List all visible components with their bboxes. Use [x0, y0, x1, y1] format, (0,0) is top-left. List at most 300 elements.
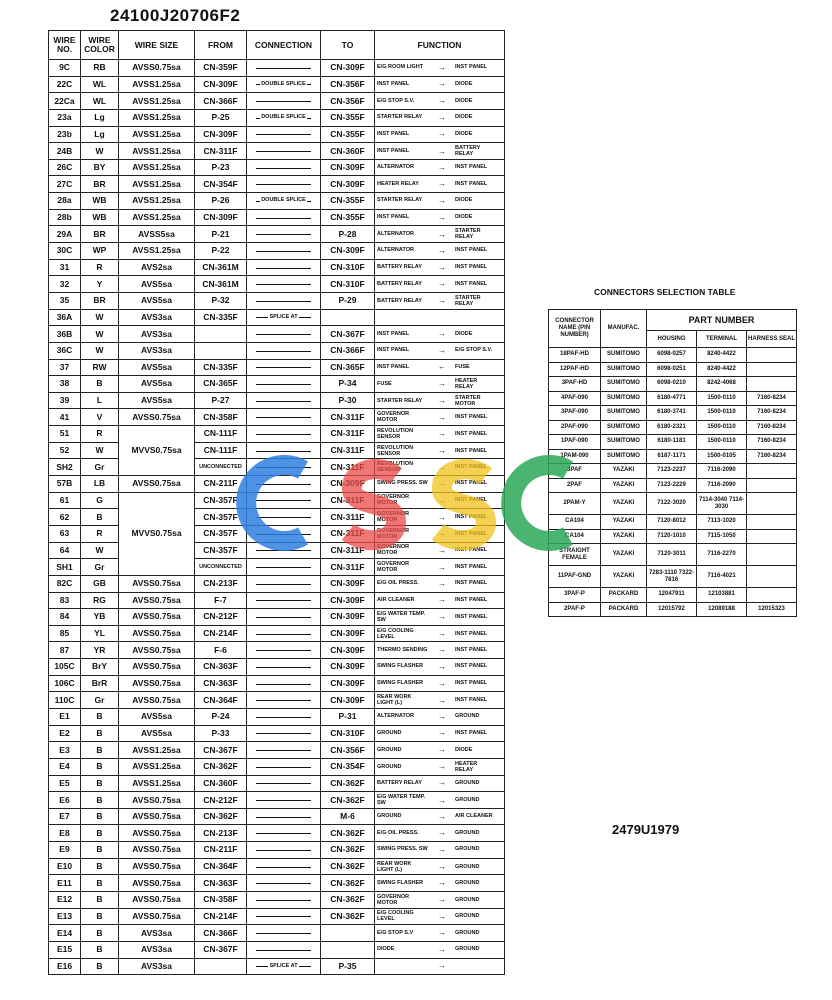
from-cell: CN-212F: [195, 609, 247, 626]
to-cell: CN-309F: [321, 625, 375, 642]
connector-name-cell: 12PAF-HD: [549, 362, 601, 377]
connector-row: [549, 391, 797, 406]
wire-size-cell: AVS5sa: [119, 708, 195, 725]
connector-housing-cell: 6180-4771: [647, 391, 697, 406]
connection-cell: [247, 858, 321, 875]
connector-row: [549, 420, 797, 435]
wire-no-cell: 37: [49, 359, 81, 376]
function-destination: DIODE: [455, 114, 473, 121]
wire-row: [49, 675, 505, 692]
connector-row: [549, 478, 797, 493]
wire-no-cell: E14: [49, 925, 81, 942]
function-destination: INST PANEL: [455, 480, 488, 487]
to-cell: CN-309F: [321, 675, 375, 692]
wire-no-cell: 38: [49, 376, 81, 393]
function-source: ALTERNATOR: [377, 231, 414, 238]
to-cell: P-30: [321, 392, 375, 409]
arrow-icon: →: [438, 928, 446, 938]
connection-cell: [247, 159, 321, 176]
connector-row: [549, 362, 797, 377]
function-cell: [375, 542, 505, 559]
connector-seal-cell: 12015323: [747, 602, 797, 617]
wire-no-cell: 85: [49, 625, 81, 642]
to-cell: CN-362F: [321, 875, 375, 892]
function-cell: [375, 842, 505, 859]
wire-color-cell: B: [81, 808, 119, 825]
wire-no-cell: 28a: [49, 193, 81, 210]
wire-size-cell: AVS5sa: [119, 292, 195, 309]
function-destination: INST PANEL: [455, 264, 488, 271]
arrow-icon: →: [438, 678, 446, 688]
connection-line: [256, 351, 311, 352]
connection-cell: [247, 442, 321, 459]
wire-size-cell: AVSS0.75sa: [119, 858, 195, 875]
connector-manufac-cell: SUMITOMO: [601, 449, 647, 464]
wire-no-cell: E4: [49, 758, 81, 775]
from-cell: CN-366F: [195, 925, 247, 942]
arrow-icon: →: [438, 661, 446, 671]
connection-line: [256, 434, 311, 435]
wire-no-cell: SH2: [49, 459, 81, 476]
wire-row: [49, 525, 505, 542]
connector-terminal-cell: 1500-0110: [697, 391, 747, 406]
wire-color-cell: W: [81, 143, 119, 160]
wire-no-cell: 23b: [49, 126, 81, 143]
wire-no-cell: 36C: [49, 342, 81, 359]
connection-cell: [247, 176, 321, 193]
function-cell: [375, 559, 505, 576]
from-cell: CN-335F: [195, 309, 247, 326]
wire-no-cell: 83: [49, 592, 81, 609]
wire-size-cell: AVS3sa: [119, 326, 195, 343]
wire-row: [49, 708, 505, 725]
wire-row: [49, 60, 505, 77]
arrow-icon: →: [438, 811, 446, 821]
connector-housing-cell: 7122-3020: [647, 493, 697, 515]
arrow-icon: →: [438, 911, 446, 921]
to-cell: CN-309F: [321, 159, 375, 176]
to-cell: CN-354F: [321, 758, 375, 775]
arrow-icon: →: [438, 162, 446, 172]
wire-color-cell: YR: [81, 642, 119, 659]
from-cell: CN-367F: [195, 742, 247, 759]
wire-size-cell: AVSS1.25sa: [119, 159, 195, 176]
from-cell: P-26: [195, 193, 247, 210]
wire-size-cell: AVSS0.75sa: [119, 692, 195, 709]
connection-cell: [247, 659, 321, 676]
wire-size-cell: AVS3sa: [119, 958, 195, 975]
function-source: SWING PRESS. SW: [377, 480, 428, 487]
wire-row: [49, 176, 505, 193]
arrow-icon: →: [438, 944, 446, 954]
connection-line: [256, 916, 311, 917]
wire-row: [49, 193, 505, 210]
header-wire-color: WIRE COLOR: [81, 31, 119, 60]
connection-line: [256, 867, 311, 868]
connector-housing-cell: 7120-3011: [647, 544, 697, 566]
function-destination: INST PANEL: [455, 630, 488, 637]
from-cell: P-22: [195, 243, 247, 260]
connection-line: [256, 184, 311, 185]
connector-terminal-cell: 8242-4068: [697, 377, 747, 392]
connection-line: [256, 833, 311, 834]
wire-row: [49, 542, 505, 559]
wire-row: [49, 76, 505, 93]
wire-color-cell: BR: [81, 226, 119, 243]
function-source: ALTERNATOR: [377, 713, 414, 720]
connection-cell: [247, 642, 321, 659]
function-cell: [375, 109, 505, 126]
wire-size-cell: AVSS0.75sa: [119, 625, 195, 642]
connectors-selection-table: [548, 309, 797, 617]
function-destination: DIODE: [455, 330, 473, 337]
wire-row: [49, 409, 505, 426]
connection-line: [256, 950, 311, 951]
splice-label: SPLICE AT: [269, 962, 298, 969]
connection-line: [256, 251, 311, 252]
function-destination: GROUND: [455, 779, 480, 786]
to-cell: P-29: [321, 292, 375, 309]
to-cell: CN-355F: [321, 209, 375, 226]
function-source: GROUND: [377, 746, 402, 753]
from-cell: CN-364F: [195, 858, 247, 875]
function-cell: [375, 908, 505, 925]
connector-row: [549, 435, 797, 450]
header-terminal: TERMINAL: [697, 331, 747, 348]
wire-color-cell: B: [81, 792, 119, 809]
wire-row: [49, 209, 505, 226]
wire-size-cell: AVSS1.25sa: [119, 742, 195, 759]
wire-no-cell: 41: [49, 409, 81, 426]
wire-row: [49, 692, 505, 709]
wire-color-cell: B: [81, 376, 119, 393]
header-harness-seal: HARNESS SEAL: [747, 331, 797, 348]
to-cell: CN-311F: [321, 442, 375, 459]
to-cell: CN-309F: [321, 642, 375, 659]
arrow-icon: →: [438, 262, 446, 272]
function-destination: STARTER MOTOR: [455, 394, 481, 407]
arrow-icon: →: [438, 961, 446, 971]
wire-color-cell: W: [81, 326, 119, 343]
connection-cell: [247, 243, 321, 260]
from-cell: CN-335F: [195, 359, 247, 376]
wire-no-cell: E15: [49, 941, 81, 958]
connector-name-cell: 3PAF-P: [549, 588, 601, 603]
connector-housing-cell: 7120-1010: [647, 529, 697, 544]
connection-cell: [247, 825, 321, 842]
arrow-icon: →: [438, 296, 446, 306]
connection-cell: [247, 459, 321, 476]
connector-housing-cell: 7120-8012: [647, 515, 697, 530]
function-cell: [375, 775, 505, 792]
wire-color-cell: L: [81, 392, 119, 409]
wire-color-cell: Gr: [81, 459, 119, 476]
connector-seal-cell: [747, 588, 797, 603]
function-source: GOVERNOR MOTOR: [377, 494, 410, 507]
from-cell: P-25: [195, 109, 247, 126]
from-cell: P-23: [195, 159, 247, 176]
wire-size-cell: AVS3sa: [119, 309, 195, 326]
connector-housing-cell: 6098-0257: [647, 348, 697, 363]
wire-no-cell: E16: [49, 958, 81, 975]
function-source: GOVERNOR MOTOR: [377, 561, 410, 574]
from-cell: CN-211F: [195, 476, 247, 493]
connection-line: [256, 700, 311, 701]
arrow-icon: →: [438, 762, 446, 772]
arrow-icon: →: [438, 828, 446, 838]
to-cell: CN-309F: [321, 575, 375, 592]
arrow-icon: ←: [438, 362, 446, 372]
connector-name-cell: 3PAF-HD: [549, 377, 601, 392]
to-cell: CN-311F: [321, 509, 375, 526]
arrow-icon: →: [438, 629, 446, 639]
connector-manufac-cell: YAZAKI: [601, 478, 647, 493]
splice-label: DOUBLE SPLICE: [261, 80, 306, 87]
to-cell: CN-362F: [321, 825, 375, 842]
connection-cell: [247, 542, 321, 559]
connector-seal-cell: 7160-8234: [747, 435, 797, 450]
arrow-icon: →: [438, 578, 446, 588]
function-cell: [375, 309, 505, 326]
connection-line: [256, 517, 311, 518]
connector-row: [549, 493, 797, 515]
connector-terminal-cell: 1500-0105: [697, 449, 747, 464]
from-cell: CN-311F: [195, 143, 247, 160]
connection-cell: [247, 193, 321, 210]
connection-line: [256, 334, 311, 335]
wire-size-cell: AVS2sa: [119, 259, 195, 276]
connector-name-cell: 4PAF-090: [549, 391, 601, 406]
wire-no-cell: 32: [49, 276, 81, 293]
arrow-icon: →: [438, 412, 446, 422]
wire-row: [49, 309, 505, 326]
connection-line: [256, 617, 311, 618]
connection-line: [256, 68, 311, 69]
function-cell: [375, 209, 505, 226]
to-cell: CN-362F: [321, 842, 375, 859]
connection-cell: [247, 792, 321, 809]
wire-row: [49, 875, 505, 892]
to-cell: M-6: [321, 808, 375, 825]
connection-line: [256, 767, 311, 768]
wire-row: [49, 775, 505, 792]
connector-name-cell: 2PAF-090: [549, 420, 601, 435]
connector-terminal-cell: 7116-4021: [697, 566, 747, 588]
connector-name-cell: CA104: [549, 529, 601, 544]
connection-cell: [247, 775, 321, 792]
function-cell: [375, 60, 505, 77]
wire-color-cell: BR: [81, 292, 119, 309]
wire-color-cell: R: [81, 525, 119, 542]
wire-no-cell: 51: [49, 426, 81, 443]
connection-line: [256, 484, 311, 485]
connection-line: [256, 567, 311, 568]
connection-line: [256, 550, 311, 551]
arrow-icon: →: [438, 345, 446, 355]
wire-color-cell: Gr: [81, 559, 119, 576]
function-destination: INST PANEL: [455, 414, 488, 421]
function-cell: [375, 292, 505, 309]
wire-size-cell: AVSS0.75sa: [119, 575, 195, 592]
connection-cell: [247, 60, 321, 77]
function-cell: [375, 342, 505, 359]
from-cell: CN-363F: [195, 875, 247, 892]
arrow-icon: →: [438, 545, 446, 555]
from-cell: CN-212F: [195, 792, 247, 809]
to-cell: P-34: [321, 376, 375, 393]
document-title: 24100J20706F2: [110, 6, 241, 25]
wire-size-cell: AVSS1.25sa: [119, 126, 195, 143]
to-cell: P-28: [321, 226, 375, 243]
function-destination: DIODE: [455, 97, 473, 104]
to-cell: CN-309F: [321, 609, 375, 626]
wire-color-cell: BrR: [81, 675, 119, 692]
connectors-header-row-1: [549, 310, 797, 331]
wire-size-cell: AVS5sa: [119, 276, 195, 293]
wire-size-cell: AVSS0.75sa: [119, 675, 195, 692]
wire-color-cell: Gr: [81, 692, 119, 709]
arrow-icon: →: [438, 529, 446, 539]
connector-terminal-cell: 7116-2270: [697, 544, 747, 566]
from-cell: CN-357F: [195, 542, 247, 559]
from-cell: CN-111F: [195, 426, 247, 443]
function-cell: [375, 76, 505, 93]
connection-cell: [247, 143, 321, 160]
function-cell: [375, 625, 505, 642]
from-cell: CN-361M: [195, 259, 247, 276]
wire-color-cell: RW: [81, 359, 119, 376]
from-cell: CN-214F: [195, 908, 247, 925]
wire-color-cell: V: [81, 409, 119, 426]
function-cell: [375, 326, 505, 343]
connection-cell: [247, 76, 321, 93]
connector-manufac-cell: SUMITOMO: [601, 406, 647, 421]
connector-row: [549, 377, 797, 392]
from-cell: [195, 326, 247, 343]
from-cell: CN-359F: [195, 60, 247, 77]
function-destination: INST PANEL: [455, 646, 488, 653]
function-cell: [375, 409, 505, 426]
wire-no-cell: E12: [49, 892, 81, 909]
wire-row: [49, 426, 505, 443]
function-source: E/G ROOM LIGHT: [377, 64, 424, 71]
wire-color-cell: WL: [81, 93, 119, 110]
function-cell: [375, 426, 505, 443]
wire-row: [49, 592, 505, 609]
connector-housing-cell: 6098-0251: [647, 362, 697, 377]
wire-size-cell: AVSS0.75sa: [119, 808, 195, 825]
function-destination: INST PANEL: [455, 729, 488, 736]
connection-line: [256, 384, 311, 385]
from-cell: P-24: [195, 708, 247, 725]
from-cell: CN-364F: [195, 692, 247, 709]
to-cell: CN-309F: [321, 692, 375, 709]
splice-label: DOUBLE SPLICE: [261, 197, 306, 204]
wire-color-cell: B: [81, 875, 119, 892]
wire-row: [49, 326, 505, 343]
connection-cell: [247, 226, 321, 243]
connection-line: [256, 467, 311, 468]
function-source: SWING FLASHER: [377, 879, 424, 886]
wire-size-cell: AVSS0.75sa: [119, 592, 195, 609]
connection-cell: [247, 958, 321, 975]
connector-name-cell: 3PAF-090: [549, 406, 601, 421]
wire-size-cell: AVSS1.25sa: [119, 758, 195, 775]
wire-size-cell: AVSS0.75sa: [119, 875, 195, 892]
connector-terminal-cell: 7113-1020: [697, 515, 747, 530]
wire-row: [49, 143, 505, 160]
wire-size-cell: MVVS0.75sa: [119, 492, 195, 575]
from-cell: CN-309F: [195, 209, 247, 226]
wire-table-header: [49, 31, 505, 60]
function-source: ALTERNATOR: [377, 164, 414, 171]
wire-no-cell: 64: [49, 542, 81, 559]
connector-row: [549, 515, 797, 530]
wire-no-cell: 22C: [49, 76, 81, 93]
function-source: E/G COOLING LEVEL: [377, 627, 414, 640]
function-cell: [375, 159, 505, 176]
function-source: GOVERNOR MOTOR: [377, 511, 410, 524]
wire-size-cell: AVSS1.25sa: [119, 209, 195, 226]
function-source: GROUND: [377, 729, 402, 736]
function-cell: [375, 226, 505, 243]
function-destination: INST PANEL: [455, 663, 488, 670]
function-cell: [375, 193, 505, 210]
wire-no-cell: 9C: [49, 60, 81, 77]
connection-line: [256, 684, 311, 685]
connection-cell: [247, 525, 321, 542]
connection-cell: [247, 376, 321, 393]
to-cell: CN-355F: [321, 109, 375, 126]
function-destination: GROUND: [455, 846, 480, 853]
function-source: E/G OIL PRESS.: [377, 829, 419, 836]
wire-no-cell: SH1: [49, 559, 81, 576]
wire-row: [49, 925, 505, 942]
wire-row: [49, 226, 505, 243]
arrow-icon: →: [438, 478, 446, 488]
connection-line: [256, 933, 311, 934]
function-source: GOVERNOR MOTOR: [377, 527, 410, 540]
connector-housing-cell: 7123-2229: [647, 478, 697, 493]
wire-color-cell: RB: [81, 60, 119, 77]
connector-manufac-cell: PACKARD: [601, 602, 647, 617]
function-destination: INST PANEL: [455, 613, 488, 620]
wire-no-cell: E5: [49, 775, 81, 792]
function-destination: DIODE: [455, 130, 473, 137]
connection-line: [256, 401, 311, 402]
wire-no-cell: 29A: [49, 226, 81, 243]
arrow-icon: →: [438, 778, 446, 788]
wire-color-cell: B: [81, 825, 119, 842]
wire-no-cell: E11: [49, 875, 81, 892]
function-destination: INST PANEL: [455, 697, 488, 704]
arrow-icon: →: [438, 179, 446, 189]
wire-row: [49, 109, 505, 126]
connection-cell: [247, 509, 321, 526]
function-cell: [375, 925, 505, 942]
function-cell: [375, 941, 505, 958]
connector-name-cell: 18PAF-HD: [549, 348, 601, 363]
connectors-table-title: CONNECTORS SELECTION TABLE: [594, 287, 736, 297]
to-cell: CN-309F: [321, 60, 375, 77]
wire-no-cell: 39: [49, 392, 81, 409]
function-destination: STARTER RELAY: [455, 228, 481, 241]
connector-terminal-cell: 1500-0110: [697, 435, 747, 450]
wire-no-cell: E10: [49, 858, 81, 875]
function-source: E/G COOLING LEVEL: [377, 910, 414, 923]
function-cell: [375, 509, 505, 526]
wire-color-cell: LB: [81, 476, 119, 493]
